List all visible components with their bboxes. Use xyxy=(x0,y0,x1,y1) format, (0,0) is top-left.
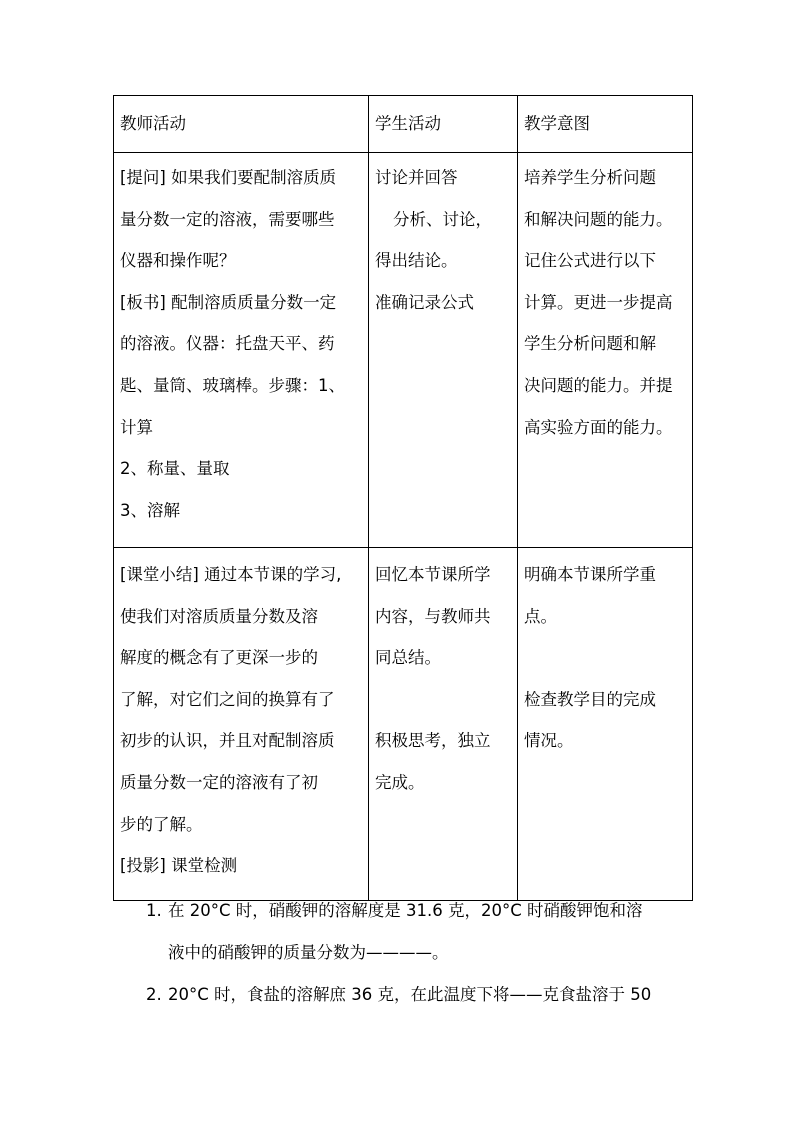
text-line: 2、称量、量取 xyxy=(120,459,230,479)
table-header-row xyxy=(114,96,693,153)
text-line: 回忆本节课所学 xyxy=(375,565,491,584)
text-line: 解度的概念有了更深一步的 xyxy=(120,648,318,668)
text-line: [板书] 配制溶质质量分数一定 xyxy=(120,292,337,312)
text-line: 计算。更进一步提高 xyxy=(524,292,673,312)
text-line: 明确本节课所学重 xyxy=(524,565,656,584)
cell-teacher-activity xyxy=(114,153,369,548)
text-line: [投影] 课堂检测 xyxy=(120,856,238,876)
header-teacher-activity: 教师活动 xyxy=(114,96,369,153)
header-teaching-intent: 教学意图 xyxy=(518,96,693,153)
header-student-activity: 学生活动 xyxy=(369,96,518,153)
question-2 xyxy=(146,974,651,1015)
text-line: 和解决问题的能力。 xyxy=(524,209,673,229)
table-row xyxy=(114,153,693,548)
text-line: [课堂小结] 通过本节课的学习, xyxy=(120,565,342,584)
text-line: 情况。 xyxy=(524,731,574,751)
text-line: 检查教学目的完成 xyxy=(524,689,656,709)
text-line: 准确记录公式 xyxy=(375,292,474,312)
text-line: 初步的认识，并且对配制溶质 xyxy=(120,731,335,751)
question-number: 2. xyxy=(146,985,162,1004)
text-line: 步的了解。 xyxy=(120,814,203,834)
text-line: 高实验方面的能力。 xyxy=(524,417,673,437)
cell-teacher-activity xyxy=(114,548,369,901)
text-line: 匙、量筒、玻璃棒。步骤：1、 xyxy=(120,375,345,395)
text-line: 学生分析问题和解 xyxy=(524,334,656,354)
text-line: 内容，与教师共 xyxy=(375,606,491,626)
cell-student-activity xyxy=(369,153,518,548)
cell-teaching-intent xyxy=(518,153,693,548)
text-line: 计算 xyxy=(120,417,153,437)
question-number: 1. xyxy=(146,901,162,920)
text-line: 了解，对它们之间的换算有了 xyxy=(120,689,335,709)
text-line: 讨论并回答 xyxy=(375,168,458,187)
text-line: 同总结。 xyxy=(375,648,441,668)
text-line: 3、溶解 xyxy=(120,500,180,520)
table-row xyxy=(114,548,693,901)
text-line: 完成。 xyxy=(375,772,425,792)
question-1 xyxy=(146,890,643,931)
text-line: 仪器和操作呢？ xyxy=(120,251,236,271)
cell-teaching-intent xyxy=(518,548,693,901)
text-line: [提问] 如果我们要配制溶质质 xyxy=(120,168,337,187)
text-line: 决问题的能力。并提 xyxy=(524,375,673,395)
text-line: 质量分数一定的溶液有了初 xyxy=(120,772,318,792)
spacer xyxy=(524,637,686,679)
question-text: 在 20°C 时，硝酸钾的溶解度是 31.6 克，20°C 时硝酸钾饱和溶 xyxy=(168,901,643,920)
text-line: 量分数一定的溶液，需要哪些 xyxy=(120,209,335,229)
text-line: 点。 xyxy=(524,606,557,626)
text-line: 的溶液。仪器：托盘天平、药 xyxy=(120,334,335,354)
question-1-continued xyxy=(146,932,449,973)
spacer xyxy=(375,679,511,721)
text-line: 记住公式进行以下 xyxy=(524,251,656,271)
text-line: 得出结论。 xyxy=(375,251,458,271)
cell-student-activity xyxy=(369,548,518,901)
text-line: 分析、讨论， xyxy=(393,209,492,229)
question-text: 液中的硝酸钾的质量分数为————。 xyxy=(168,943,449,962)
text-line: 培养学生分析问题 xyxy=(524,168,656,187)
lesson-table xyxy=(113,95,693,901)
question-text: 20°C 时，食盐的溶解庶 36 克，在此温度下将——克食盐溶于 50 xyxy=(168,985,652,1004)
text-line: 积极思考，独立 xyxy=(375,731,491,751)
text-line: 使我们对溶质质量分数及溶 xyxy=(120,606,318,626)
